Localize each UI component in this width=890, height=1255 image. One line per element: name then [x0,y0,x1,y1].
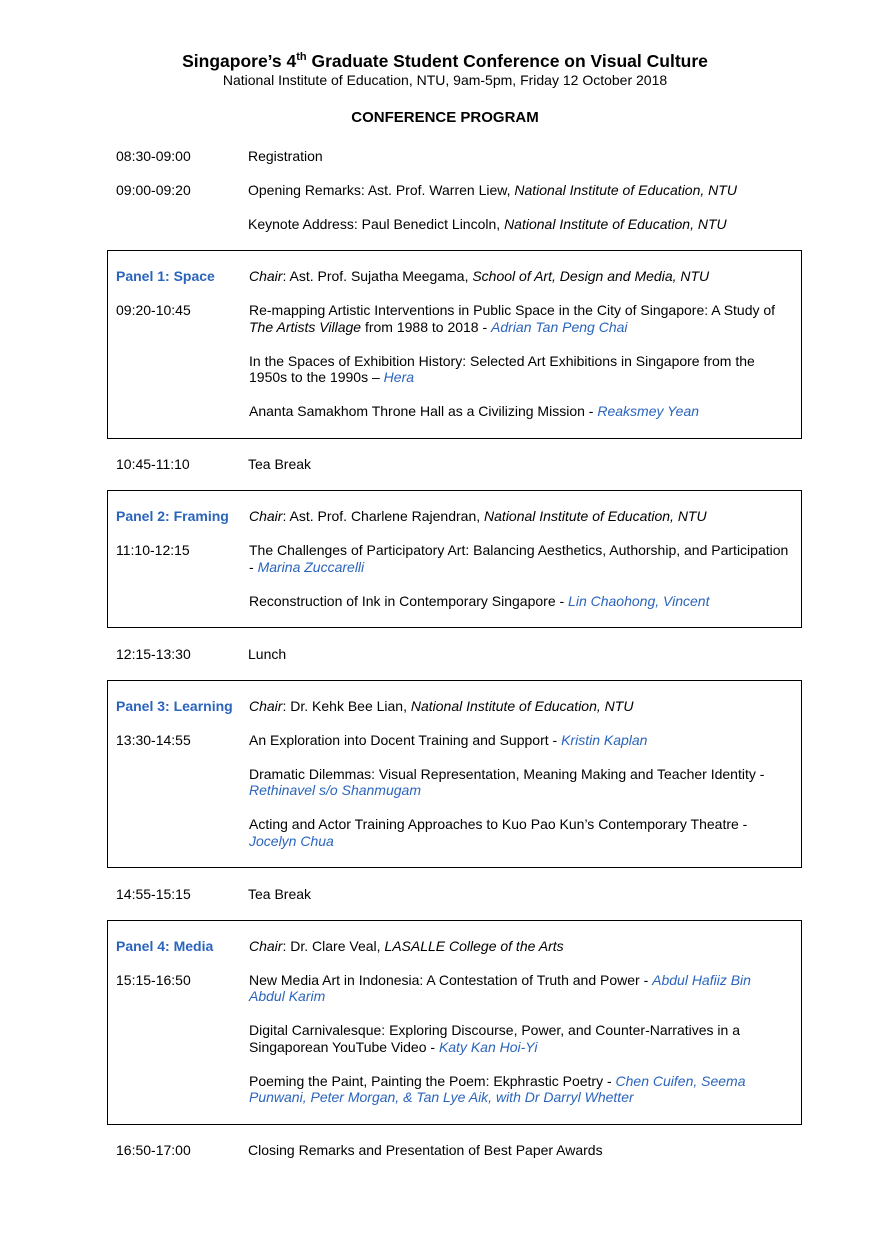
panel-box [107,920,802,1125]
italic-text: National Institute of Education, NTU [484,508,707,524]
talk-row [108,816,801,849]
time-slot [108,593,249,610]
author-name: Lin Chaohong, Vincent [568,592,710,609]
text: Re-mapping Artistic Interventions in Public Space in the City of Singapore: A Study of [249,302,776,318]
talk-row [108,353,801,386]
panel-chair [249,938,789,955]
panel-title: Panel 4: Media [116,937,214,954]
time-slot: 11:10-12:15 [116,542,190,558]
text: Keynote Address: Paul Benedict Lincoln, [248,216,505,232]
italic-text: National Institute of Education, NTU [410,697,634,714]
author-name: Adrian Tan Peng Chai [491,318,628,335]
author-name: Kristin Kaplan [561,731,648,748]
italic-text: Chair [249,697,283,714]
schedule-row [107,182,802,199]
session-description [249,766,789,799]
italic-text: The Artists Village [249,318,362,335]
panel-title: Panel 1: Space [116,268,215,284]
time-slot: 08:30-09:00 [116,148,191,164]
time-slot: 09:20-10:45 [116,302,191,318]
panel-chair-row [108,268,801,285]
time-slot [108,1073,249,1106]
italic-text: National Institute of Education, NTU [504,216,727,232]
text: Tea Break [248,456,312,472]
italic-text: School of Art, Design and Media, NTU [472,268,710,284]
conference-title: Singapore’s 4th Graduate Student Conference on Visual Culture [182,51,708,71]
session-description [249,403,789,420]
text: : Dr. Kehk Bee Lian, [282,697,411,714]
talk-row [108,542,801,575]
panel-chair [249,508,789,525]
panel-chair [249,268,789,285]
session-description [248,216,788,233]
time-slot: 13:30-14:55 [116,731,191,748]
italic-text: Chair [249,508,283,524]
text: Tea Break [248,885,312,902]
time-slot [108,353,249,386]
talk-row [108,972,801,1005]
author-name: Marina Zuccarelli [257,558,365,575]
session-description [249,302,789,335]
italic-text: National Institute of Education, NTU [514,182,737,198]
talk-row [108,302,801,335]
time-slot [107,216,248,233]
italic-text: LASALLE College of the Arts [384,937,564,954]
talk-row [108,1073,801,1106]
author-name: Katy Kan Hoi-Yi [438,1038,538,1055]
time-slot: 09:00-09:20 [116,182,191,198]
time-slot: 15:15-16:50 [116,971,191,988]
italic-text: Chair [249,268,283,284]
text: Acting and Actor Training Approaches to Kuo Pao Kun’s Contemporary Theatre - [249,816,748,832]
text: Closing Remarks and Presentation of Best Paper Awards [248,1142,603,1158]
time-slot [108,1022,249,1055]
text: : Ast. Prof. Sujatha Meegama, [282,268,473,284]
text: In the Spaces of Exhibition History: Selected Art Exhibitions in Singapore from the 1950s to the 1990s – [249,352,755,385]
time-slot: 16:50-17:00 [116,1142,191,1158]
text: from 1988 to 2018 - [361,318,492,335]
schedule-row [107,216,802,233]
panel-title: Panel 2: Framing [116,508,229,524]
talk-row [108,593,801,610]
panel-box [107,490,802,628]
time-slot: 10:45-11:10 [116,456,190,472]
panel-box [107,680,802,869]
schedule-row [107,646,802,663]
panel-box [107,250,802,439]
text: An Exploration into Docent Training and Support - [249,731,562,748]
text: New Media Art in Indonesia: A Contestation of Truth and Power - [249,971,653,988]
talk-row [108,766,801,799]
time-slot: 14:55-15:15 [116,885,191,902]
schedule-row [107,456,802,473]
author-name: Hera [383,369,415,385]
session-description [249,732,789,749]
italic-text: Chair [249,937,283,954]
text: Ananta Samakhom Throne Hall as a Civilizing Mission - [249,403,598,419]
panel-chair-row [108,508,801,525]
time-slot: 12:15-13:30 [116,645,191,662]
text: Reconstruction of Ink in Contemporary Singapore - [249,592,569,609]
session-description [249,972,789,1005]
conference-subtitle: National Institute of Education, NTU, 9am-5pm, Friday 12 October 2018 [222,72,668,88]
document-header [0,50,890,127]
schedule-row [107,1142,802,1159]
session-description [248,148,788,165]
author-name: Abdul Hafiiz Bin Abdul Karim [249,971,751,1004]
session-description [248,182,788,199]
text: Lunch [248,645,287,662]
panel-title: Panel 3: Learning [116,697,233,714]
panel-chair-row [108,938,801,955]
text: Opening Remarks: Ast. Prof. Warren Liew, [248,182,515,198]
schedule-row [107,886,802,903]
session-description [249,353,789,386]
author-name: Chen Cuifen, Seema Punwani, Peter Morgan, & Tan Lye Aik, with Dr Darryl Whetter [249,1072,746,1105]
session-description [249,542,789,575]
time-slot [108,403,249,420]
session-description [248,646,788,663]
author-name: Jocelyn Chua [249,832,334,849]
time-slot [108,766,249,799]
schedule-row [107,148,802,165]
session-description [249,816,789,849]
text: : Dr. Clare Veal, [282,937,385,954]
author-name: Rethinavel s/o Shanmugam [249,782,421,798]
time-slot [108,816,249,849]
text: Digital Carnivalesque: Exploring Discourse, Power, and Counter-Narratives in a Singaporean YouTube Video - [249,1022,741,1055]
session-description [248,886,788,903]
text: : Ast. Prof. Charlene Rajendran, [282,508,485,524]
talk-row [108,403,801,420]
text: Poeming the Paint, Painting the Poem: Ekphrastic Poetry - [249,1072,616,1089]
text: Registration [248,148,323,164]
panel-chair [249,698,789,715]
session-description [249,1073,789,1106]
session-description [248,1142,788,1159]
panel-chair-row [108,698,801,715]
session-description [248,456,788,473]
talk-row [108,732,801,749]
session-description [249,1022,789,1055]
author-name: Reaksmey Yean [597,403,700,419]
program-heading: CONFERENCE PROGRAM [351,109,539,126]
talk-row [108,1022,801,1055]
text: Dramatic Dilemmas: Visual Representation, Meaning Making and Teacher Identity - [249,765,765,782]
session-description [249,593,789,610]
text: The Challenges of Participatory Art: Balancing Aesthetics, Authorship, and Participation - [249,542,789,575]
schedule [107,148,802,1176]
